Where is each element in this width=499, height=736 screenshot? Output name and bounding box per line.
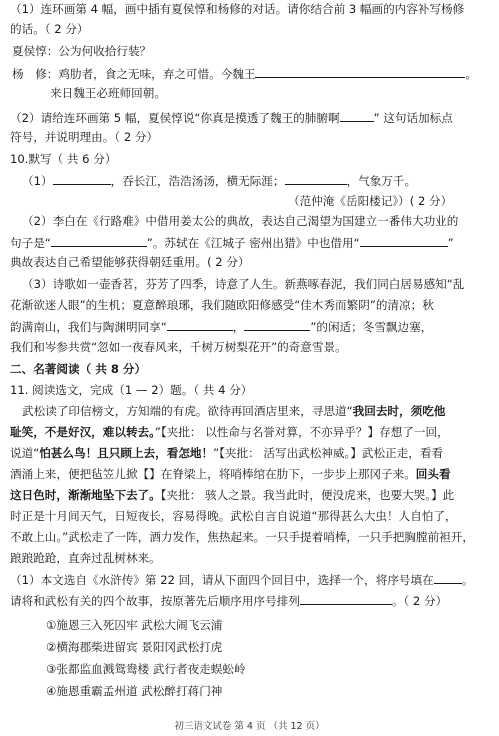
q10-2-line1: （2）李白在《行路难》中借用姜太公的典故，表达自己渴望为国建立一番伟大功业的 bbox=[22, 214, 459, 228]
passage-text: 酒涌上来，便把毡笠儿掀【】在脊梁上，将哨棒绾在肋下，一步步上那冈子来。 bbox=[10, 467, 416, 481]
q2-text-a: （2）请给连环画第 5 幅，夏侯惇说“你真是摸透了魏王的肺腑啊 bbox=[10, 111, 340, 125]
passage-text: ”【夹批： 以性命与名誉对算，不亦异乎？】存想了一回， bbox=[154, 425, 449, 439]
q10-3-line3 bbox=[10, 319, 499, 335]
q10-1-end: ，气象万千。 bbox=[346, 174, 417, 188]
passage-line7: 不敢上山。”武松走了一阵，酒力发作，焦热起来。一只手提着哨棒，一只手把胸膛前袒开， bbox=[10, 530, 474, 544]
q10-1-line bbox=[22, 173, 499, 189]
q10-3-line4: 我们和岑参共赏“忽如一夜春风来，千树万树梨花开”的奇意雪景。 bbox=[10, 340, 347, 354]
passage-line1 bbox=[22, 404, 499, 419]
q10-3-blank-2[interactable] bbox=[244, 319, 310, 331]
q2-line2: 符号，并说明理由。（ 2 分） bbox=[10, 130, 159, 144]
q1-line1: （1）连环画第 4 幅，画中插有夏侯惇和杨修的对话。请你结合前 3 幅画的内容补写杨修 bbox=[10, 2, 465, 16]
q10-1-source: （范仲淹《岳阳楼记》）( 2 分） bbox=[288, 194, 453, 208]
q10-1-label: （1） bbox=[22, 174, 53, 188]
q11-1-text: （1）本文选自《水浒传》第 22 回，请从下面四个回目中，选择一个，将序号填在 bbox=[10, 573, 434, 587]
passage-text: 【夹批： 骇人之景。我当此时，便没虎来，也要大哭。】此 bbox=[160, 488, 455, 502]
yangxiu-end: 。 bbox=[465, 67, 478, 81]
q10-3-text-c: 韵满南山，我们与陶渊明同享“ bbox=[10, 320, 167, 334]
passage-line8: 踉踉跄跄，直奔过乱树林来。 bbox=[10, 551, 161, 565]
q10-1-blank-1[interactable] bbox=[53, 173, 111, 185]
q2-line1 bbox=[10, 110, 499, 126]
yangxiu-answer-blank[interactable] bbox=[255, 66, 465, 78]
q11-title: 11. 阅读选文，完成（1 — 2）题。（ 共 4 分） bbox=[10, 383, 253, 397]
q11-1-blank-1[interactable] bbox=[434, 572, 462, 584]
passage-bold: 我回去时，须吃他 bbox=[352, 404, 446, 418]
yangxiu-text: 杨 修：鸡肋者，食之无味，弃之可惜。今魏王 bbox=[12, 67, 256, 81]
q10-1-text: ，吞长江，浩浩汤汤，横无际涯； bbox=[110, 174, 285, 188]
passage-text: 说道“ bbox=[10, 446, 40, 460]
q11-1-end-d: 。（ 2 分） bbox=[391, 594, 448, 608]
page-footer: 初三语文试卷 第 4 页 （共 12 页） bbox=[174, 721, 325, 732]
q10-2-line3: 典故表达自己希望能够获得朝廷重用。( 2 分） bbox=[10, 255, 250, 269]
yangxiu-line2: 来日魏王必班师回朝。 bbox=[50, 86, 166, 100]
q1-line2: 的话。（ 2 分） bbox=[10, 22, 89, 36]
q11-1-line2 bbox=[10, 593, 499, 609]
passage-text: ”【夹批： 活写出武松神威。】武松正走，看看 bbox=[213, 446, 444, 460]
xiahou-line: 夏侯惇：公为何收拾行装？ bbox=[12, 44, 152, 58]
q10-2-text-b: 句子是“ bbox=[10, 236, 51, 250]
q10-2-blank-2[interactable] bbox=[360, 235, 448, 247]
q10-title: 10.默写（ 共 6 分） bbox=[10, 152, 117, 166]
passage-line6: 时正是十月间天气，日短夜长，容易得晚。武松自言自说道“那得甚么大虫！人自怕了， bbox=[10, 509, 457, 523]
passage-bold: 这日色时，渐渐地坠下去了。 bbox=[10, 488, 161, 502]
passage-line5 bbox=[10, 488, 499, 503]
option-4: ④施恩重霸孟州道 武松醉打蒋门神 bbox=[46, 684, 223, 698]
passage-line3 bbox=[10, 446, 499, 461]
q11-1-end: 。 bbox=[461, 573, 474, 587]
q10-1-blank-2[interactable] bbox=[285, 173, 347, 185]
q10-2-text-d: ” bbox=[447, 236, 454, 250]
option-2: ②横海郡柴进留宾 景阳冈武松打虎 bbox=[46, 640, 223, 654]
q10-3-blank-1[interactable] bbox=[167, 319, 233, 331]
q11-1-blank-2[interactable] bbox=[300, 593, 392, 605]
q10-3-comma: ， bbox=[232, 320, 245, 334]
yangxiu-line bbox=[12, 66, 499, 82]
option-1: ①施恩三入死囚牢 武松大闹飞云浦 bbox=[46, 618, 223, 632]
passage-bold: 耻笑，不是好汉，难以转去。 bbox=[10, 425, 155, 439]
passage-line4 bbox=[10, 467, 499, 482]
option-3: ③张都监血溅鸳鸯楼 武行者夜走蜈蚣岭 bbox=[46, 662, 246, 676]
passage-text: 武松读了印信榜文，方知端的有虎。欲待再回酒店里来，寻思道“ bbox=[22, 404, 353, 418]
q10-3-text-e: ”的闲适；冬雪飘边塞， bbox=[310, 320, 433, 334]
q11-1-line1 bbox=[10, 572, 499, 588]
q10-2-line2 bbox=[10, 235, 499, 251]
q2-text-b: ” 这句话加标点 bbox=[373, 111, 453, 125]
q2-punct-blank[interactable] bbox=[340, 110, 374, 122]
q10-3-line2: 花渐欲迷人眼”的生机；夏意醉琅琊，我们随欧阳修感受“佳木秀而繁阴”的清凉；秋 bbox=[10, 298, 434, 312]
passage-bold: 怕甚么鸟！且只顾上去，看怎地！ bbox=[39, 446, 214, 460]
section2-title: 二、名著阅读（ 共 8 分） bbox=[10, 362, 147, 376]
q10-2-blank-1[interactable] bbox=[51, 235, 147, 247]
q10-3-line1: （3）诗歌如一壶香茗，芬芳了四季，诗意了人生。新燕啄春泥，我们同白居易感知“乱 bbox=[22, 277, 465, 291]
q10-2-text-c: ”。苏轼在《江城子 密州出猎》中也借用“ bbox=[146, 236, 360, 250]
passage-bold: 回头看 bbox=[415, 467, 451, 481]
q11-1-text-c: 请将和武松有关的四个故事，按原著先后顺序用序号排列 bbox=[10, 594, 300, 608]
passage-line2 bbox=[10, 425, 499, 440]
